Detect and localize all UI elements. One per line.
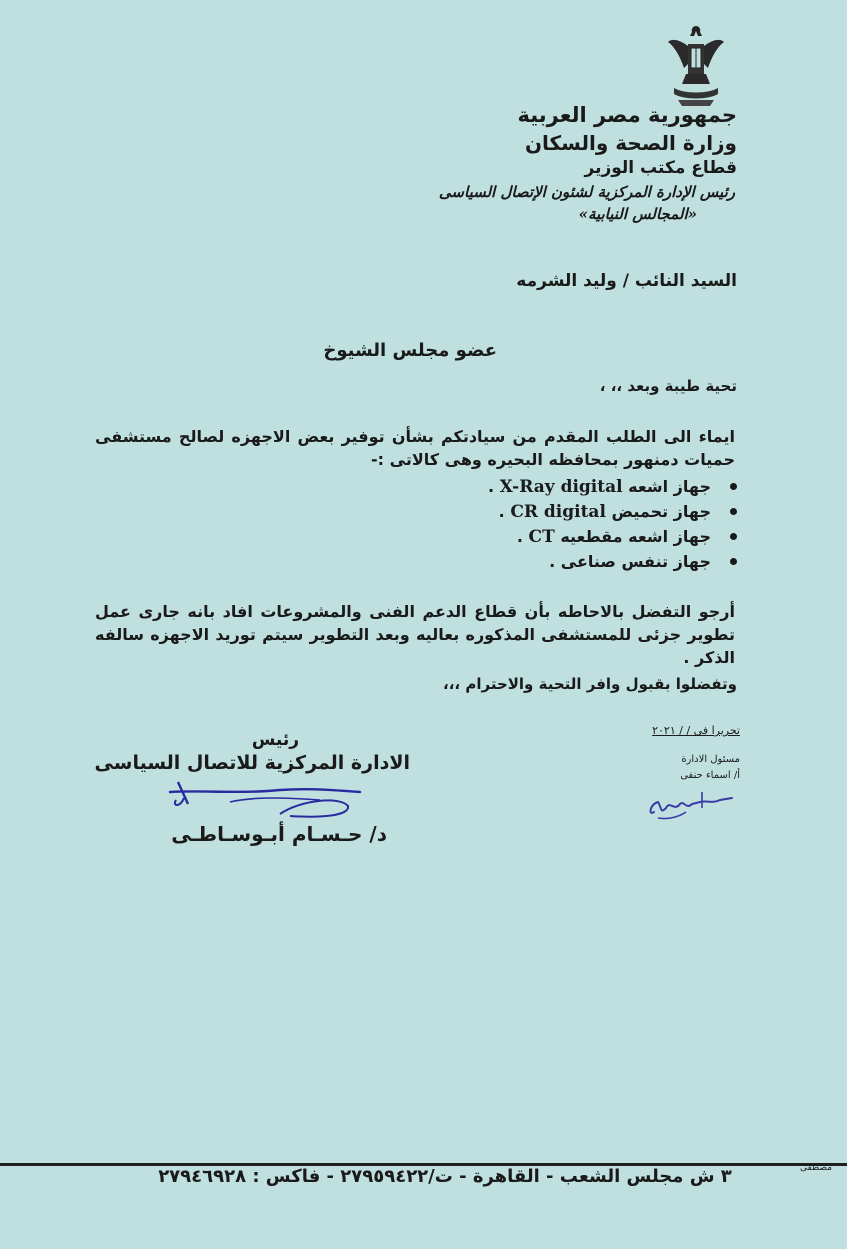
addressee: السيد النائب / وليد الشرمه bbox=[516, 271, 737, 291]
bullet-icon bbox=[730, 558, 737, 565]
eagle-emblem-icon bbox=[664, 22, 728, 108]
equipment-list bbox=[488, 474, 737, 574]
request-paragraph: ايماء الى الطلب المقدم من سيادتكم بشأن توفير بعض الاجهزه لصالح مستشفى حميات دمنهور بمحافظه البحيره وهى كالاتى :- bbox=[95, 427, 735, 469]
letterhead-country: جمهورية مصر العربية bbox=[517, 103, 737, 127]
responsible-label: مسئول الادارة bbox=[681, 754, 740, 765]
letterhead-department: رئيس الإدارة المركزية لشئون الإتصال السياسى bbox=[438, 183, 735, 201]
member-title: عضو مجلس الشيوخ bbox=[323, 340, 497, 361]
closing-line: وتفضلوا بقبول وافر التحية والاحترام ،،، bbox=[443, 675, 737, 693]
issue-date: تحريرا فى / / ٢٠٢١ bbox=[652, 724, 740, 737]
initials-signature-icon bbox=[640, 786, 740, 822]
letterhead-councils: «المجالس النيابية» bbox=[578, 205, 697, 223]
signatory-title: رئيس bbox=[251, 730, 299, 750]
footer-tag: مصطفى bbox=[800, 1163, 833, 1173]
bullet-icon bbox=[730, 508, 737, 515]
greeting: تحية طيبة وبعد ،، ، bbox=[599, 377, 737, 395]
letterhead-ministry: وزارة الصحة والسكان bbox=[524, 131, 737, 155]
footer-address: ٣ ش مجلس الشعب - القاهرة - ت/٢٧٩٥٩٤٢٢ - فاكس : ٢٧٩٤٦٩٢٨ bbox=[158, 1166, 732, 1187]
list-item: جهاز اشعه مقطعيه CT . bbox=[488, 524, 737, 549]
signatory-department: الادارة المركزية للاتصال السياسى bbox=[94, 752, 410, 774]
bullet-icon bbox=[730, 483, 737, 490]
signatory-name: د/ حـسـام أبـوسـاطـى bbox=[171, 822, 387, 846]
bullet-icon bbox=[730, 533, 737, 540]
responsible-name: أ/ اسماء حنفى bbox=[680, 770, 740, 781]
list-item: جهاز تنفس صناعى . bbox=[488, 549, 737, 574]
list-item: جهاز تحميض CR digital . bbox=[488, 499, 737, 524]
list-item: جهاز اشعه X-Ray digital . bbox=[488, 474, 737, 499]
followup-paragraph: أرجو التفضل بالاحاطه بأن قطاع الدعم الفنى والمشروعات افاد بانه جارى عمل تطوير جزئى للمستشفى المذكوره بعاليه وبعد التطوير سيتم توريد الاجهزه سالفه الذكر . bbox=[95, 602, 735, 667]
letterhead-sector: قطاع مكتب الوزير bbox=[584, 158, 737, 178]
